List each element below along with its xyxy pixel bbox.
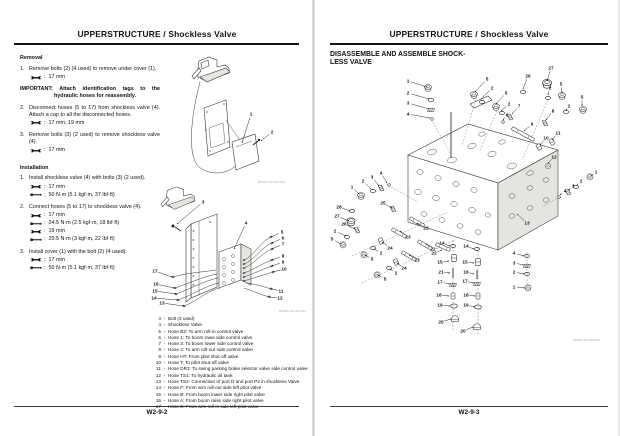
torque-wrench-icon (30, 237, 42, 243)
section-heading-line2: LESS VALVE (330, 59, 372, 67)
bolt-glyph (172, 225, 182, 232)
step-text: Connect hoses (5 to 17) to shockless valve (4). (29, 203, 142, 210)
tool-value: 50 N·m (5.1 kgf·m, 37 lbf·ft) (48, 191, 115, 198)
part-dash: - (163, 316, 166, 321)
step-body (29, 175, 160, 198)
step-number: 1. (20, 175, 25, 182)
tool-separator: : (44, 191, 46, 198)
header-rule-left (14, 43, 299, 45)
removal-title: Removal (20, 55, 43, 61)
callout-number: 19 (463, 302, 469, 308)
procedure-step (20, 175, 160, 198)
callout-number: 2 (379, 250, 383, 256)
section-heading-line1: DISASSEMBLE AND ASSEMBLE SHOCK- (330, 51, 466, 58)
wrench-icon (30, 148, 42, 154)
figure-valve-hoses (148, 183, 315, 315)
tool-value: 24.5 N·m (2.5 kgf·m, 18 lbf·ft) (48, 220, 120, 227)
part-number: 7 (158, 341, 161, 347)
part-number: 11 (156, 366, 161, 372)
callout-number: 19 (437, 302, 443, 308)
callout-number: 5 (580, 94, 584, 100)
part-number: 4 (158, 322, 161, 328)
tool-separator: : (44, 220, 46, 227)
procedure-column (20, 55, 160, 277)
callout-number: 27 (548, 65, 554, 71)
part-description: Hose TS1: To hydraulic oil tank (168, 372, 233, 378)
part-dash: - (163, 378, 166, 384)
callout-number: 4 (379, 170, 383, 176)
step-number: 3. (20, 248, 25, 255)
part-dash: - (163, 353, 166, 359)
wrench-icon (30, 75, 42, 81)
callout-number: 6 (505, 112, 509, 118)
callout-number: 14 (151, 295, 157, 301)
tool-spec (29, 265, 160, 272)
part-number: 9 (158, 353, 161, 359)
tool-value: 50 N·m (5.1 kgf·m, 37 lbf·ft) (48, 264, 115, 271)
part-description: Hose HT: From pilot shut-off valve (168, 353, 239, 359)
callout-number: 23 (405, 234, 411, 240)
callout-number: 24 (401, 265, 407, 271)
tool-separator: : (44, 146, 46, 153)
callout-number: 3 (370, 174, 374, 180)
part-number: 16 (155, 397, 161, 403)
figure-code: W1CD-02-09-001 (278, 309, 306, 313)
tool-value: 17 mm, 19 mm (48, 119, 85, 126)
part-number: 5 (158, 328, 161, 334)
callout-number: 8 (551, 108, 555, 114)
installation-title: Installation (20, 164, 49, 171)
tool-spec (29, 74, 160, 81)
part-dash: - (163, 397, 166, 403)
callout-number: 20 (438, 319, 444, 325)
tool-spec (29, 120, 160, 127)
shockless-valve-block (219, 244, 251, 288)
part-description: Shockless Valve (168, 322, 203, 328)
tool-value: 19 mm (48, 228, 65, 235)
part-dash: - (163, 385, 166, 391)
torque-wrench-icon (30, 265, 42, 271)
callout-number: 28 (336, 204, 342, 210)
part-dash: - (163, 366, 166, 372)
part-number: 13 (155, 378, 161, 384)
callout-number: 25 (380, 200, 386, 206)
part-description: Hose E: From arm roll-in side left pilot valve (168, 404, 259, 410)
removal-section (20, 55, 160, 154)
callout-number: 20 (460, 328, 466, 334)
footer-rule-left (14, 406, 299, 407)
tool-separator: : (44, 228, 46, 235)
callout-number: 7 (517, 103, 521, 109)
excavator-thumbnail (192, 57, 230, 82)
page-title-left: UPPERSTRUCTURE / Shockless Valve (77, 29, 237, 39)
callout-number: 18 (436, 292, 442, 298)
step-text: Remove bolts (3) (2 used) to remove shockless valve (4). (29, 131, 160, 145)
part-description: Hose A: From boom raise side right pilot valve (168, 397, 264, 403)
wrench-icon (30, 257, 42, 263)
figure-code: W1CD-02-09-004 (257, 180, 285, 184)
figure-under-cover (158, 50, 312, 190)
part-number: 17 (155, 404, 161, 410)
callout-number: 23 (414, 257, 420, 263)
callout-number: 2 (394, 270, 398, 276)
mounting-bracket (186, 214, 217, 302)
step-number: 2. (20, 104, 25, 111)
callout-number: 12 (277, 295, 283, 301)
part-description: Hose F: From arm roll-out side left pilot valve (168, 385, 262, 391)
part-number: 14 (155, 385, 161, 391)
callout-number: 4 (563, 188, 567, 194)
callout-number: 5 (504, 90, 508, 96)
part-description: Hose 2: To boom lower side control valve (168, 341, 254, 347)
page-title-right: UPPERSTRUCTURE / Shockless Valve (389, 29, 549, 39)
callout-number: 2 (507, 101, 511, 107)
callout-number: 5 (370, 256, 374, 262)
callout-number: 6 (281, 235, 285, 241)
callout-number: 3 (406, 100, 410, 106)
step-body (29, 204, 160, 243)
step-text: Remove bolts (2) (4 used) to remove under cover (1). (29, 65, 157, 72)
part-dash: - (163, 404, 166, 410)
callout-number: 3 (571, 183, 575, 189)
wrench-icon (30, 184, 42, 190)
tool-separator: : (44, 264, 46, 271)
figure-code: W1CD-02-09-002 (572, 338, 600, 342)
callout-number: 9 (281, 259, 285, 265)
callout-number: 21 (438, 269, 444, 275)
procedure-step (20, 249, 160, 272)
torque-wrench-icon (30, 221, 42, 227)
hose-tank-lines (244, 283, 273, 298)
footer-rule-right (330, 406, 608, 407)
page-number-right: W2-9-3 (458, 409, 480, 416)
procedure-step (20, 105, 160, 127)
part-description: Hose DR3: To swing parking brake selector valve side control valve (168, 366, 308, 372)
callout-number: 17 (152, 268, 158, 274)
part-description: Hose T: To pilot shut-off valve (168, 360, 229, 366)
step-number: 2. (20, 203, 25, 210)
important-note (20, 86, 160, 100)
callout-number: 22 (423, 225, 429, 231)
wrench-icon (30, 213, 42, 219)
important-label: IMPORTANT: (20, 86, 60, 93)
callout-number: 10 (543, 135, 549, 141)
tool-separator: : (44, 183, 46, 190)
step-body (29, 66, 160, 81)
part-description: Hose B2: To arm roll-in control valve (168, 328, 244, 334)
tool-spec (29, 192, 160, 199)
part-dash: - (163, 334, 166, 340)
callout-number: 14 (463, 243, 469, 249)
part-dash: - (163, 360, 166, 366)
callout-number: 26 (525, 73, 531, 79)
tool-value: 17 mm (48, 183, 65, 190)
part-number: 3 (158, 316, 161, 321)
excavator-thumbnail (161, 187, 195, 210)
callout-number: 5 (330, 236, 334, 242)
callout-number: 10 (281, 266, 287, 272)
callout-number: 27 (334, 213, 340, 219)
step-body (29, 132, 160, 154)
callout-number: 14 (439, 240, 445, 246)
callout-number: 9 (530, 121, 534, 127)
under-cover (232, 134, 259, 170)
callout-number: 5 (485, 76, 489, 82)
tool-separator: : (44, 212, 46, 219)
callout-number: 7 (281, 241, 285, 247)
step-number: 3. (20, 131, 25, 138)
step-body (29, 249, 160, 272)
callout-number: 1 (406, 78, 410, 84)
tool-spec (29, 147, 160, 154)
part-dash: - (163, 372, 166, 378)
tool-value: 17 mm (48, 73, 65, 80)
part-number: 8 (158, 347, 161, 353)
callout-number: 13 (524, 220, 530, 226)
part-number: 6 (158, 334, 161, 340)
part-description: Hose 1: To boom raise side control valve (168, 334, 253, 340)
callout-number: 2 (512, 269, 516, 275)
callout-number: 13 (159, 300, 165, 306)
callout-number: 16 (153, 281, 159, 287)
callout-number: 4 (512, 250, 516, 256)
part-number: 15 (155, 391, 161, 397)
tool-spec (29, 228, 160, 235)
callout-number: 17 (462, 278, 468, 284)
part-dash: - (163, 391, 166, 397)
tool-value: 29.5 N·m (3 kgf·m, 22 lbf·ft) (48, 236, 115, 243)
callout-number: 2 (579, 178, 583, 184)
callout-number: 2 (406, 90, 410, 96)
callout-number: 17 (437, 279, 443, 285)
callout-number: 11 (278, 288, 284, 294)
part-dash: - (163, 328, 166, 334)
tool-value: 17 mm (48, 256, 65, 263)
step-text: Install cover (1) with the bolt (2) (4 used). (29, 248, 127, 255)
callout-number: 5 (383, 276, 387, 282)
callout-number: 15 (152, 288, 158, 294)
callout-number: 5 (559, 81, 563, 87)
callout-number: 3 (512, 260, 516, 266)
tool-value: 17 mm (48, 212, 65, 219)
important-text: Attach identification tags to the hydraulic hoses for reassembly. (54, 86, 161, 99)
part-dash: - (163, 347, 166, 353)
callout-number: 2 (490, 85, 494, 91)
callout-number: 18 (463, 292, 469, 298)
callout-number: 22 (430, 246, 436, 252)
torque-wrench-icon (30, 192, 42, 198)
installation-section (20, 165, 160, 272)
figure-exploded-valve (325, 62, 615, 350)
part-dash: - (163, 341, 166, 347)
callout-number: 2 (270, 129, 274, 135)
callout-number: 16 (463, 269, 469, 275)
procedure-step (20, 204, 160, 243)
wrench-icon (30, 229, 42, 235)
tool-spec (29, 212, 160, 219)
wrench-icon (30, 120, 42, 126)
callout-number: 26 (341, 221, 347, 227)
part-dash: - (163, 322, 166, 328)
step-text: Install shockless valve (4) with bolts (3) (2 used). (29, 175, 146, 182)
part-number: 10 (155, 360, 161, 366)
callout-number: 4 (406, 111, 410, 117)
part-description: Hose B: From boom lower side right pilot valve (168, 391, 265, 397)
tool-spec (29, 236, 160, 243)
callout-number: 8 (281, 253, 285, 259)
step-text: Disconnect hoses (5 to 17) from shockless valve (4). Attach a cap to all the disconnected hoses. (29, 104, 160, 118)
callout-number: 11 (555, 130, 561, 136)
tool-spec (29, 220, 160, 227)
header-rule-right (330, 43, 608, 45)
parts-list (152, 316, 312, 410)
page-number-left: W2-9-2 (146, 409, 168, 416)
part-description: Hose 3: To arm roll-out side control valve (168, 347, 253, 353)
part-description: Bolt (2 used) (168, 316, 195, 321)
tool-separator: : (44, 236, 46, 243)
callout-number: 15 (437, 259, 443, 265)
callout-number: 2 (548, 85, 552, 91)
callout-number: 12 (551, 154, 557, 160)
tool-separator: : (44, 256, 46, 263)
tool-spec (29, 184, 160, 191)
callout-number: 15 (462, 259, 468, 265)
tool-spec (29, 257, 160, 264)
tool-value: 17 mm (48, 146, 65, 153)
callout-number: 22 (431, 250, 437, 256)
callout-number: 5 (280, 229, 284, 235)
tool-separator: : (44, 119, 46, 126)
part-description: Hose TS2: Connection of port D and port P2 in shockless Valve (168, 378, 300, 384)
step-number: 1. (20, 65, 25, 72)
callout-number: 2 (567, 103, 571, 109)
procedure-step (20, 132, 160, 154)
callout-number: 2 (333, 228, 337, 234)
callout-number: 1 (594, 169, 598, 175)
callout-number: 24 (387, 245, 393, 251)
callout-number: 2 (361, 178, 365, 184)
part-number: 12 (155, 372, 161, 378)
tool-separator: : (44, 73, 46, 80)
callout-number: 3 (201, 199, 205, 205)
callout-number: 1 (350, 184, 354, 190)
step-body (29, 105, 160, 127)
callout-number: 4 (244, 220, 248, 226)
procedure-step (20, 66, 160, 81)
callout-number: 1 (512, 284, 516, 290)
callout-number: 1 (249, 111, 253, 117)
